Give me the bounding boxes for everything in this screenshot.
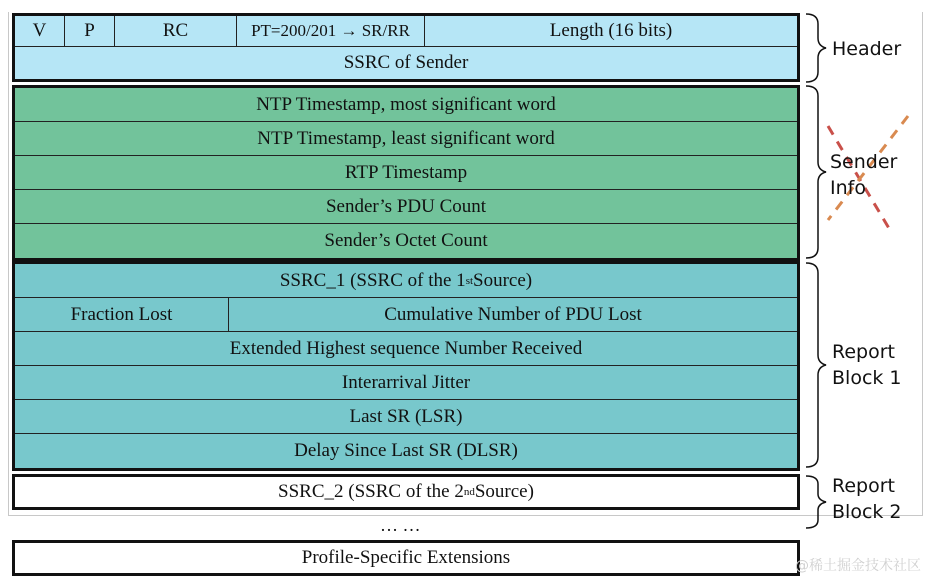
header-brace-icon bbox=[806, 14, 826, 82]
ssrc2-field: SSRC_2 (SSRC of the 2 nd Source) bbox=[278, 481, 534, 502]
dlsr-field: Delay Since Last SR (DLSR) bbox=[294, 440, 518, 461]
ntp-lsw-field: NTP Timestamp, least significant word bbox=[257, 127, 555, 149]
pdu-count-field: Sender’s PDU Count bbox=[325, 195, 487, 217]
sender-brace-icon bbox=[806, 86, 826, 258]
rb1-brace-icon bbox=[806, 263, 826, 467]
version-field: V bbox=[15, 16, 65, 46]
ntp-msw-field: NTP Timestamp, most significant word bbox=[256, 93, 556, 115]
watermark: @稀土掘金技术社区 bbox=[795, 558, 921, 574]
jitter-field: Interarrival Jitter bbox=[341, 371, 471, 393]
rc-field: RC bbox=[115, 16, 237, 46]
padding-field: P bbox=[65, 16, 115, 46]
ellipsis: … … bbox=[380, 515, 421, 535]
cumulative-lost-field: Cumulative Number of PDU Lost bbox=[384, 303, 642, 325]
fraction-lost-field: Fraction Lost bbox=[15, 298, 229, 331]
rb2-brace-icon bbox=[806, 476, 826, 528]
octet-count-field: Sender’s Octet Count bbox=[324, 230, 488, 251]
length-field: Length (16 bits) bbox=[549, 20, 673, 41]
report-block-1-label: Report Block 1 bbox=[832, 341, 902, 389]
ssrc1-field: SSRC_1 (SSRC of the 1 st Source) bbox=[279, 269, 533, 291]
header-label: Header bbox=[832, 38, 902, 60]
lsr-field: Last SR (LSR) bbox=[349, 405, 463, 427]
ssrc-sender-field: SSRC of Sender bbox=[343, 52, 469, 73]
report-block-2-label: Report Block 2 bbox=[832, 475, 902, 523]
profile-extensions-field: Profile-Specific Extensions bbox=[301, 547, 511, 568]
sender-info-label: Sender Info bbox=[830, 151, 898, 199]
rtp-timestamp-field: RTP Timestamp bbox=[344, 161, 468, 183]
ext-highest-seq-field: Extended Highest sequence Number Received bbox=[229, 337, 583, 359]
pt-field: PT=200/201 → SR/RR bbox=[237, 16, 425, 46]
